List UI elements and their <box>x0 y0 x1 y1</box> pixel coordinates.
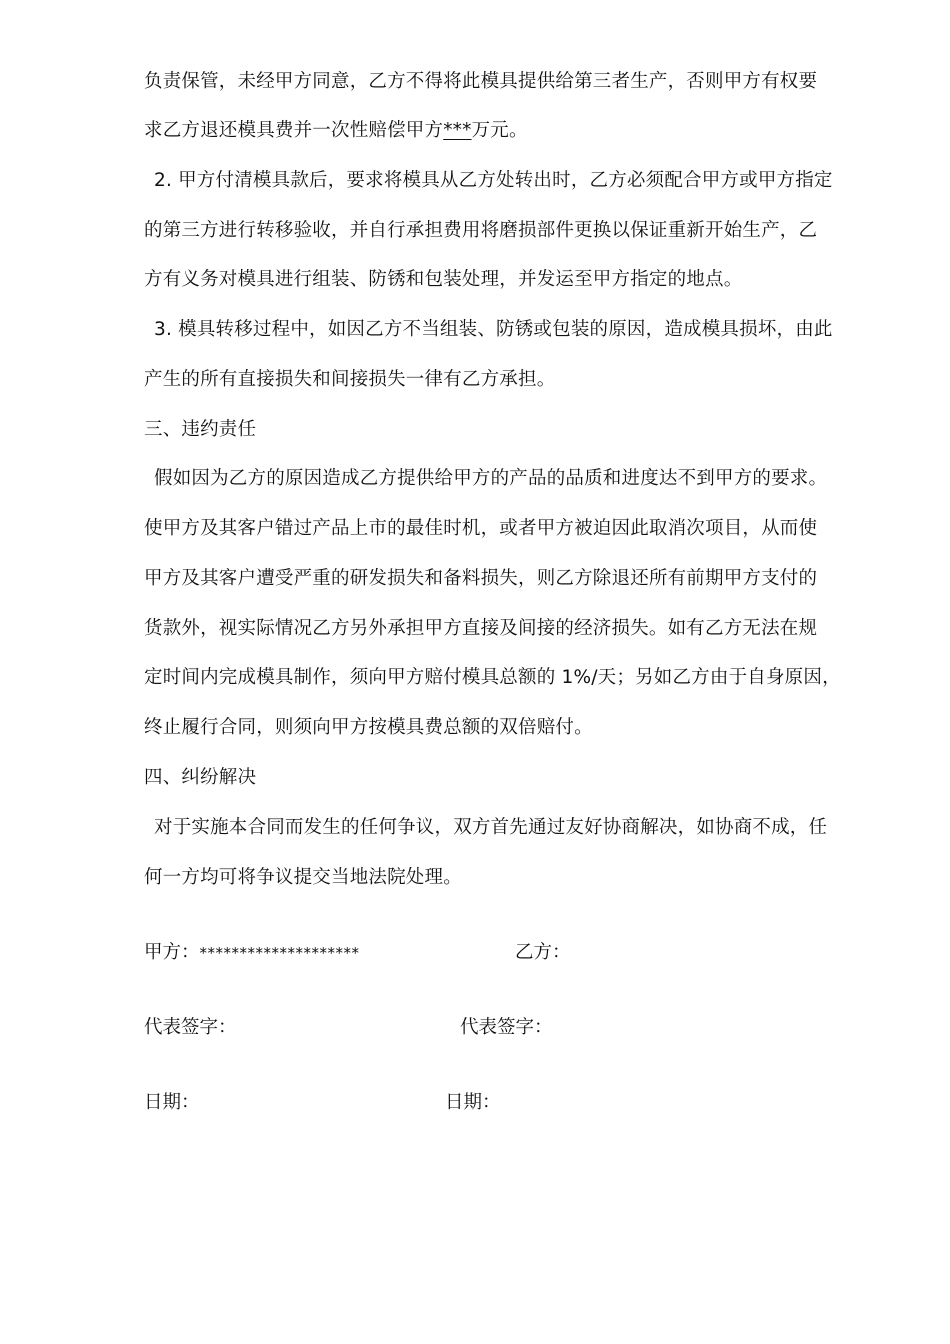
paragraph-line: 负责保管，未经甲方同意，乙方不得将此模具提供给第三者生产，否则甲方有权要 <box>144 71 818 92</box>
underlined-amount: *** <box>443 120 472 141</box>
clause-2-line: 的第三方进行转移验收，并自行承担费用将磨损部件更换以保证重新开始生产，乙 <box>144 220 818 241</box>
clause-2-line: 方有义务对模具进行组装、防锈和包装处理，并发运至甲方指定的地点。 <box>144 269 743 290</box>
breach-paragraph-line: 终止履行合同，则须向甲方按模具费总额的双倍赔付。 <box>144 717 593 738</box>
breach-paragraph-line: 假如因为乙方的原因造成乙方提供给甲方的产品的品质和进度达不到甲方的要求。 <box>154 468 828 489</box>
text-segment: 求乙方退还模具费并一次性赔偿甲方 <box>144 120 444 141</box>
date-a-label: 日期： <box>144 1092 200 1113</box>
breach-paragraph-line: 货款外，视实际情况乙方另外承担甲方直接及间接的经济损失。如有乙方无法在规 <box>144 618 818 639</box>
party-a-label: 甲方： <box>144 942 200 963</box>
breach-paragraph-line: 使甲方及其客户错过产品上市的最佳时机，或者甲方被迫因此取消次项目，从而使 <box>144 518 818 539</box>
clause-2-line: 2. 甲方付清模具款后，要求将模具从乙方处转出时，乙方必须配合甲方或甲方指定 <box>154 170 833 191</box>
breach-paragraph-line: 定时间内完成模具制作，须向甲方赔付模具总额的 1%/天；另如乙方由于自身原因， <box>144 667 841 688</box>
rep-b-signature-label: 代表签字： <box>460 1017 553 1038</box>
clause-3-line: 3. 模具转移过程中，如因乙方不当组装、防锈或包装的原因，造成模具损坏，由此 <box>154 319 833 340</box>
paragraph-line <box>144 118 850 144</box>
section-heading-dispute: 四、纠纷解决 <box>144 767 257 788</box>
dispute-paragraph-line: 何一方均可将争议提交当地法院处理。 <box>144 867 462 888</box>
party-a-signature-line <box>144 940 360 966</box>
date-b-label: 日期： <box>445 1092 501 1113</box>
party-a-value: ******************** <box>199 944 360 962</box>
clause-3-line: 产生的所有直接损失和间接损失一律有乙方承担。 <box>144 369 556 390</box>
breach-paragraph-line: 甲方及其客户遭受严重的研发损失和备料损失，则乙方除退还所有前期甲方支付的 <box>144 568 818 589</box>
dispute-paragraph-line: 对于实施本合同而发生的任何争议，双方首先通过友好协商解决，如协商不成，任 <box>154 817 828 838</box>
text-segment: 万元。 <box>471 120 528 141</box>
rep-a-signature-label: 代表签字： <box>144 1017 237 1038</box>
section-heading-breach: 三、违约责任 <box>144 419 257 440</box>
party-b-label: 乙方： <box>515 942 571 963</box>
